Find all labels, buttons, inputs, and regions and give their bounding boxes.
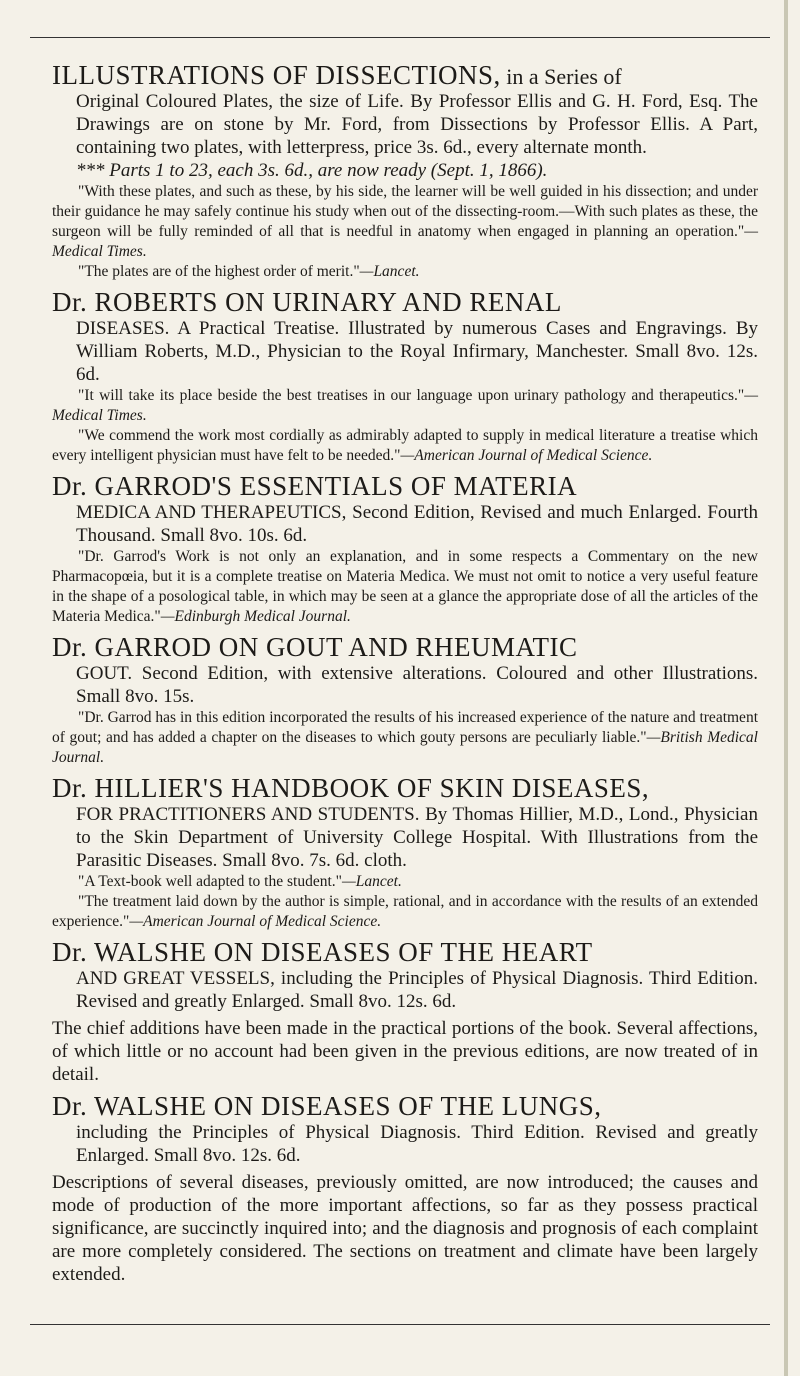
- entry-garrod-materia: [52, 473, 758, 627]
- entry-title: Dr. WALSHE ON DISEASES OF THE LUNGS,: [52, 1091, 602, 1121]
- entry-title: Dr. WALSHE ON DISEASES OF THE HEART: [52, 937, 593, 967]
- entry-heading: [52, 939, 758, 967]
- review-quote: [52, 262, 758, 282]
- quote-source: —British Medical Journal.: [52, 729, 758, 766]
- entry-heading: [52, 775, 758, 803]
- quote-text: "A Text-book well adapted to the student.": [78, 873, 342, 890]
- entry-description: MEDICA AND THERAPEUTICS, Second Edition, Revised and much Enlarged. Fourth Thousand. Small 8vo. 10s. 6d.: [76, 502, 758, 546]
- entry-title-rest: in a Series of: [500, 64, 622, 89]
- entry-description: GOUT. Second Edition, with extensive alterations. Coloured and other Illustrations. Small 8vo. 15s.: [76, 663, 758, 707]
- review-quote: [52, 892, 758, 932]
- quote-text: "Dr. Garrod has in this edition incorporated the results of his increased experience of the nature and treatment of gout; and has added a chapter on the diseases to which gouty persons are peculiarly liable.": [52, 709, 758, 746]
- entry-description: Original Coloured Plates, the size of Life. By Professor Ellis and G. H. Ford, Esq. The Drawings are on stone by Mr. Ford, from Dissections by Professor Ellis. A Part, containing two plates, with letterpress, price 3s. 6d., every alternate month.: [76, 91, 758, 158]
- quote-source: —Edinburgh Medical Journal.: [160, 608, 351, 625]
- review-quote: [52, 182, 758, 262]
- bottom-rule: [30, 1324, 770, 1325]
- entry-description: including the Principles of Physical Diagnosis. Third Edition. Revised and greatly Enlarged. Small 8vo. 12s. 6d.: [76, 1122, 758, 1166]
- entry-title: Dr. ROBERTS ON URINARY AND RENAL: [52, 287, 562, 317]
- entry-heading: [52, 473, 758, 501]
- entry-title: Dr. GARROD ON GOUT AND RHEUMATIC: [52, 632, 578, 662]
- entry-description: AND GREAT VESSELS, including the Principles of Physical Diagnosis. Third Edition. Revised and greatly Enlarged. Small 8vo. 12s. 6d.: [76, 968, 758, 1012]
- review-quote: [52, 386, 758, 426]
- entry-illustrations-of-dissections: [52, 62, 758, 282]
- quote-source: —Medical Times.: [52, 223, 758, 260]
- entry-heading: [52, 62, 758, 90]
- top-rule: [30, 37, 770, 38]
- page-edge: [784, 0, 788, 1376]
- entry-heading: [52, 289, 758, 317]
- entry-walshe-heart: [52, 939, 758, 1086]
- parts-notice: *** Parts 1 to 23, each 3s. 6d., are now ready (Sept. 1, 1866).: [76, 160, 548, 181]
- quote-text: "The plates are of the highest order of merit.": [78, 263, 360, 280]
- review-quote: [52, 872, 758, 892]
- entry-hillier-skin: [52, 775, 758, 932]
- entry-description: DISEASES. A Practical Treatise. Illustrated by numerous Cases and Engravings. By William Roberts, M.D., Physician to the Royal Infirmary, Manchester. Small 8vo. 12s. 6d.: [76, 318, 758, 385]
- entry-title: ILLUSTRATIONS OF DISSECTIONS,: [52, 60, 501, 90]
- quote-source: —Lancet.: [341, 873, 402, 890]
- quote-text: "With these plates, and such as these, by his side, the learner will be well guided in his dissection; and under their guidance he may safely continue his study when out of the dissecting-room.—With such plates as these, the surgeon will be fully reminded of all that is needful in anatomy when engaged in planning an operation.": [52, 183, 758, 240]
- entry-walshe-lungs: [52, 1093, 758, 1286]
- quote-text: "The treatment laid down by the author is simple, rational, and in accordance with the results of an extended experience.": [52, 893, 758, 930]
- entry-roberts-urinary: [52, 289, 758, 466]
- entry-summary: Descriptions of several diseases, previously omitted, are now introduced; the causes and mode of production of the more important affections, so far as they possess practical significance, are succinctly inquired into; and the diagnosis and prognosis of each complaint are more completely considered. The sections on treatment and climate have been largely extended.: [52, 1172, 758, 1285]
- entry-summary: The chief additions have been made in the practical portions of the book. Several affections, of which little or no account had been given in the previous editions, are now treated of in detail.: [52, 1018, 758, 1085]
- entry-title: Dr. HILLIER'S HANDBOOK OF SKIN DISEASES,: [52, 773, 650, 803]
- entry-garrod-gout: [52, 634, 758, 768]
- review-quote: [52, 708, 758, 768]
- review-quote: [52, 547, 758, 627]
- advertisement-page: [52, 62, 758, 1286]
- entry-heading: [52, 1093, 758, 1121]
- review-quote: [52, 426, 758, 466]
- quote-text: "We commend the work most cordially as admirably adapted to supply in medical literature a treatise which every intelligent physician must have felt to be needed.": [52, 427, 758, 464]
- quote-text: "It will take its place beside the best treatises in our language upon urinary pathology and therapeutics.": [78, 387, 745, 404]
- quote-source: —Lancet.: [359, 263, 420, 280]
- quote-source: —American Journal of Medical Science.: [400, 447, 653, 464]
- entry-description: FOR PRACTITIONERS AND STUDENTS. By Thomas Hillier, M.D., Lond., Physician to the Skin Department of University College Hospital. With Illustrations from the Parasitic Diseases. Small 8vo. 7s. 6d. cloth.: [76, 804, 758, 871]
- quote-source: —American Journal of Medical Science.: [129, 913, 382, 930]
- entry-heading: [52, 634, 758, 662]
- entry-title: Dr. GARROD'S ESSENTIALS OF MATERIA: [52, 471, 578, 501]
- quote-text: "Dr. Garrod's Work is not only an explanation, and in some respects a Commentary on the new Pharmacopœia, but it is a complete treatise on Materia Medica. We must not omit to notice a very useful feature in the shape of a posological table, in which may be seen at a glance the appropriate dose of all the articles of the Materia Medica.": [52, 548, 758, 625]
- quote-source: —Medical Times.: [52, 387, 758, 424]
